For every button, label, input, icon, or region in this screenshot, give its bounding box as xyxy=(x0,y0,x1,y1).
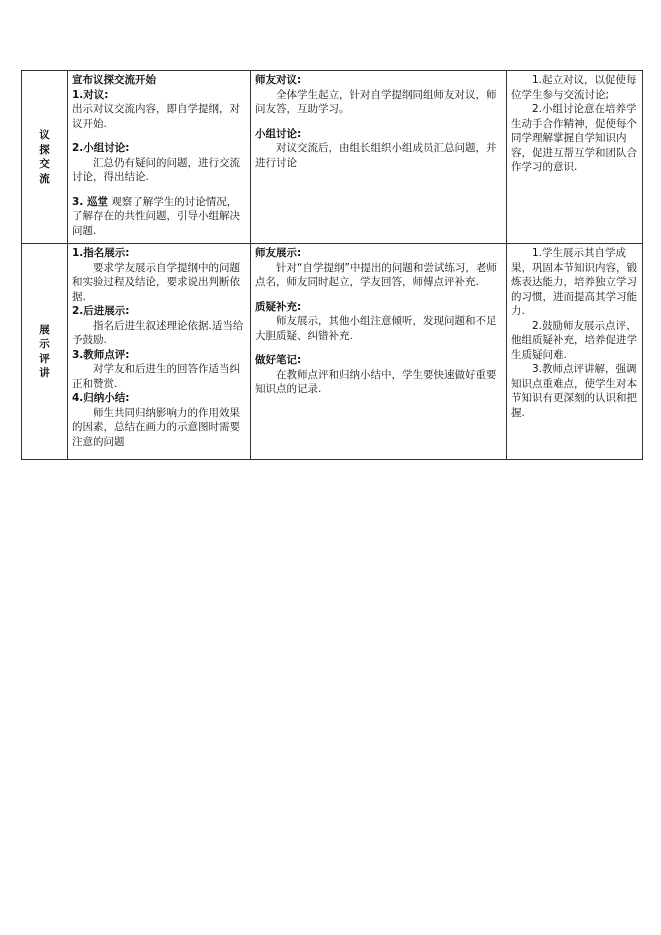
item-heading: 1.对议: xyxy=(72,88,109,101)
item-body: 对学友和后进生的回答作适当纠正和赞赏. xyxy=(72,363,240,390)
item-text xyxy=(72,195,246,239)
phase-char: 交 xyxy=(39,158,50,170)
item-heading: 小组讨论: xyxy=(255,127,302,140)
item-body: 要求学友展示自学提纲中的问题和实验过程及结论，要求说出判断依据. xyxy=(72,261,240,303)
item-body: 师友展示，其他小组注意倾听，发现问题和不足大胆质疑、纠错补充. xyxy=(255,315,497,342)
item-heading: 质疑补充: xyxy=(255,300,302,313)
section-title: 宣布议探交流开始 xyxy=(72,74,156,86)
intent-item: 3.教师点评讲解，强调知识点重难点，使学生对本节知识有更深刻的认识和把握. xyxy=(511,363,637,419)
phase-char: 展 xyxy=(39,323,50,336)
item-body: 师生共同归纳影响力的作用效果的因素，总结在画力的示意图时需要注意的问题 xyxy=(72,406,240,448)
phase-char: 讲 xyxy=(39,367,50,379)
phase-char: 流 xyxy=(39,172,50,185)
item-heading: 师友对议: xyxy=(255,74,302,86)
item-heading: 2.小组讨论: xyxy=(72,142,130,154)
item-heading: 3.教师点评: xyxy=(72,348,130,361)
teacher-activity-cell xyxy=(68,244,251,460)
item-heading: 2.后进展示: xyxy=(72,305,130,317)
item-body: 指名后进生叙述理论依据.适当给予鼓励. xyxy=(72,319,244,346)
lesson-plan-table xyxy=(21,70,643,460)
item-body: 全体学生起立，针对自学提纲同组师友对议，师问友答，互助学习。 xyxy=(255,88,497,115)
intent-item: 1.起立对议，以促使每位学生参与交流讨论; xyxy=(511,74,637,101)
intent-item: 1.学生展示其自学成果，巩固本节知识内容，锻炼表达能力，培养独立学习的习惯，进而提高其学习能力. xyxy=(511,247,637,317)
item-body: 出示对议交流内容，即自学提纲，对议开始. xyxy=(72,103,240,130)
phase-char: 议 xyxy=(39,129,50,141)
item-body: 观察了解学生的讨论情况，了解存在的共性问题，引导小组解决问题. xyxy=(72,195,240,237)
item-body: 对议交流后，由组长组织小组成员汇总问题，并进行讨论 xyxy=(255,142,497,169)
phase-cell-presentation xyxy=(22,244,68,460)
phase-char: 探 xyxy=(39,143,50,156)
phase-cell-discussion xyxy=(22,71,68,244)
student-activity-cell xyxy=(251,71,507,244)
table-row-presentation xyxy=(22,244,643,460)
item-body: 针对“自学提纲”中提出的问题和尝试练习，老师点名，师友同时起立，学友回答，师傅点评补充. xyxy=(255,261,497,288)
table-row-discussion xyxy=(22,71,643,244)
intent-item: 2.小组讨论意在培养学生动手合作精神，促使每个同学理解掌握自学知识内容，促进互帮互学和团队合作学习的意识. xyxy=(511,103,637,173)
phase-char: 示 xyxy=(39,338,50,350)
teacher-activity-cell xyxy=(68,71,251,244)
item-body: 在教师点评和归纳小结中，学生要快速做好重要知识点的记录. xyxy=(255,368,497,395)
phase-char: 评 xyxy=(39,352,50,365)
item-heading: 4.归纳小结: xyxy=(72,392,130,404)
item-heading: 3. 巡堂 xyxy=(72,195,108,208)
item-heading: 1.指名展示: xyxy=(72,247,130,259)
item-heading: 做好笔记: xyxy=(255,354,302,366)
intent-item: 2.鼓励师友展示点评、他组质疑补充，培养促进学生质疑问难. xyxy=(511,319,637,361)
item-heading: 师友展示: xyxy=(255,247,302,259)
design-intent-cell xyxy=(507,244,643,460)
design-intent-cell xyxy=(507,71,643,244)
item-body: 汇总仍有疑问的问题，进行交流讨论，得出结论. xyxy=(72,156,240,183)
student-activity-cell xyxy=(251,244,507,460)
